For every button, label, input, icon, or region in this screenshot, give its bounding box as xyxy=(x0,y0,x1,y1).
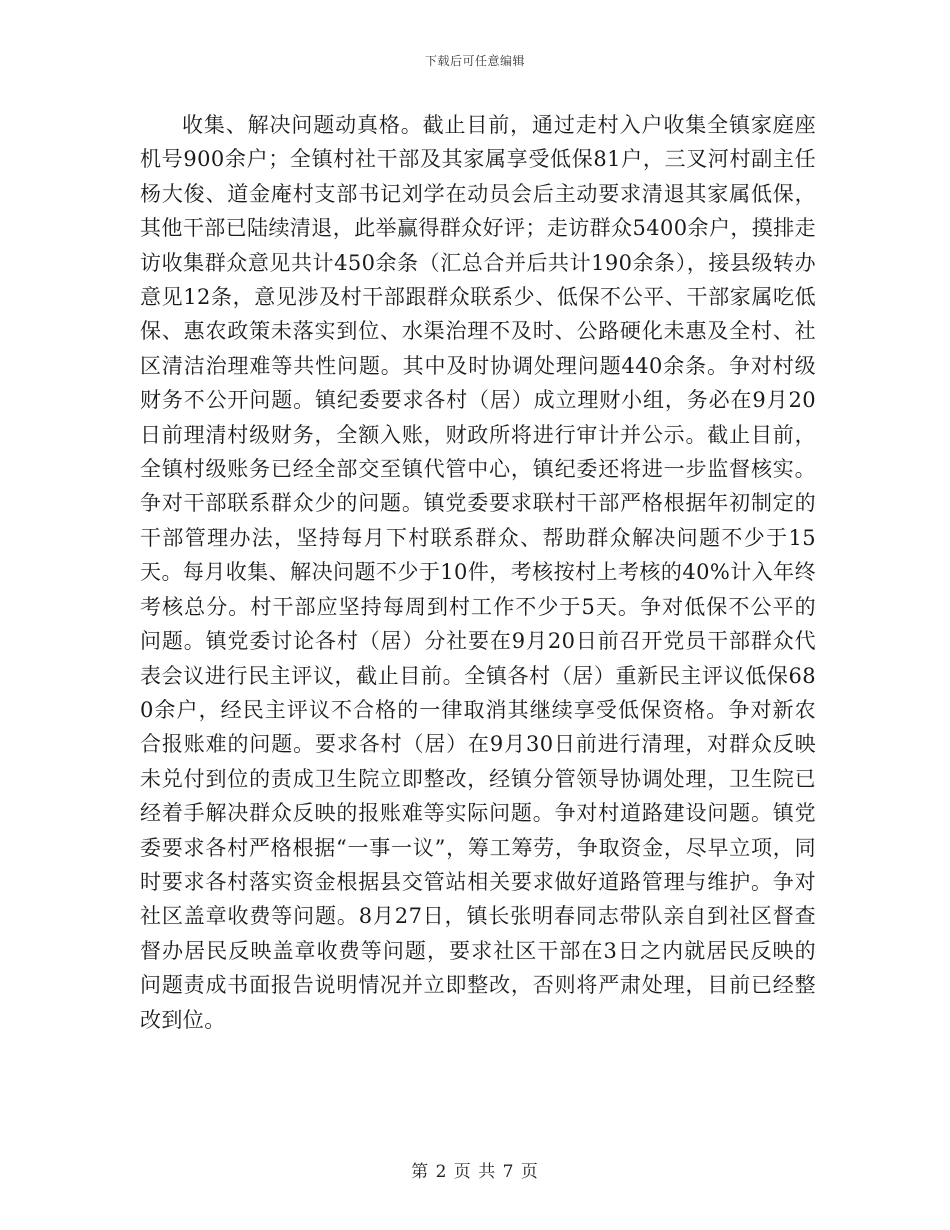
body-paragraph: 收集、解决问题动真格。截止目前，通过走村入户收集全镇家庭座机号900余户；全镇村社干部及其家属享受低保81户，三叉河村副主任杨大俊、道金庵村支部书记刘学在动员会后主动要求清退其家属低保，其他干部已陆续清退，此举赢得群众好评；走访群众5400余户，摸排走访收集群众意见共计450余条（汇总合并后共计190余条），接县级转办意见12条，意见涉及村干部跟群众联系少、低保不公平、干部家属吃低保、惠农政策未落实到位、水渠治理不及时、公路硬化未惠及全村、社区清洁治理难等共性问题。其中及时协调处理问题440余条。争对村级财务不公开问题。镇纪委要求各村（居）成立理财小组，务必在9月20日前理清村级财务，全额入账，财政所将进行审计并公示。截止目前，全镇村级账务已经全部交至镇代管中心，镇纪委还将进一步监督核实。争对干部联系群众少的问题。镇党委要求联村干部严格根据年初制定的干部管理办法，坚持每月下村联系群众、帮助群众解决问题不少于15天。每月收集、解决问题不少于10件，考核按村上考核的40%计入年终考核总分。村干部应坚持每周到村工作不少于5天。争对低保不公平的问题。镇党委讨论各村（居）分社要在9月20日前召开党员干部群众代表会议进行民主评议，截止目前。全镇各村（居）重新民主评议低保680余户，经民主评议不合格的一律取消其继续享受低保资格。争对新农合报账难的问题。要求各村（居）在9月30日前进行清理，对群众反映未兑付到位的责成卫生院立即整改，经镇分管领导协调处理，卫生院已经着手解决群众反映的报账难等实际问题。争对村道路建设问题。镇党委要求各村严格根据“一事一议”，筹工筹劳，争取资金，尽早立项，同时要求各村落实资金根据县交管站相关要求做好道路管理与维护。争对社区盖章收费等问题。8月27日，镇长张明春同志带队亲自到社区督查督办居民反映盖章收费等问题，要求社区干部在3日之内就居民反映的问题责成书面报告说明情况并立即整改，否则将严肃处理，目前已经整改到位。 xyxy=(140,113,816,1032)
page-header: 下载后可任意编辑 xyxy=(424,54,525,68)
page-number: 第 2 页 共 7 页 xyxy=(411,1162,539,1182)
